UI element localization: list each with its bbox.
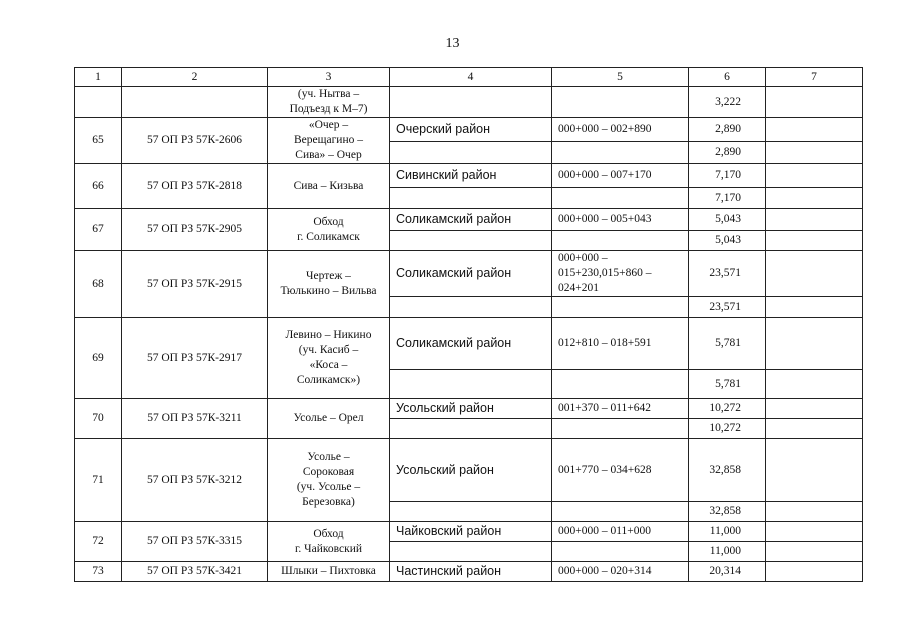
district-cell: Усольский район	[390, 439, 552, 502]
road-name-cell	[268, 209, 390, 251]
note-cell	[766, 370, 863, 399]
road-code-cell: 57 ОП РЗ 57К-2917	[122, 318, 268, 399]
district-cell	[390, 370, 552, 399]
km-cell	[552, 318, 689, 370]
length-cell: 5,043	[689, 209, 766, 231]
km-cell-line: 000+000 – 005+043	[558, 213, 652, 225]
table-row	[75, 522, 863, 542]
note-cell	[766, 188, 863, 209]
road-name-cell-line: «Коса –	[309, 359, 348, 371]
road-name-cell-line: Верещагино –	[294, 134, 363, 146]
km-cell	[552, 370, 689, 399]
note-cell	[766, 297, 863, 318]
km-cell-line: 001+370 – 011+642	[558, 402, 652, 414]
row-number-cell: 66	[75, 164, 122, 209]
total-length-cell: 32,858	[689, 502, 766, 522]
district-cell	[390, 502, 552, 522]
length-cell: 23,571	[689, 251, 766, 297]
row-number-cell: 71	[75, 439, 122, 522]
district-cell	[390, 188, 552, 209]
road-name-cell	[268, 439, 390, 522]
note-cell	[766, 419, 863, 439]
district-cell	[390, 542, 552, 562]
note-cell	[766, 231, 863, 251]
length-cell: 32,858	[689, 439, 766, 502]
length-cell: 20,314	[689, 562, 766, 582]
district-cell: Соликамский район	[390, 318, 552, 370]
header-row	[75, 68, 863, 87]
district-cell: Сивинский район	[390, 164, 552, 188]
road-name-cell	[268, 118, 390, 164]
length-cell: 10,272	[689, 399, 766, 419]
district-cell	[390, 419, 552, 439]
row-number-cell: 73	[75, 562, 122, 582]
road-name-cell-line: Чертеж –	[306, 270, 351, 282]
district-cell: Усольский район	[390, 399, 552, 419]
row-number-cell: 67	[75, 209, 122, 251]
road-name-cell	[268, 399, 390, 439]
column-header: 3	[268, 68, 390, 87]
row-number-cell: 68	[75, 251, 122, 318]
total-length-cell: 23,571	[689, 297, 766, 318]
road-name-cell	[268, 522, 390, 562]
note-cell	[766, 542, 863, 562]
road-name-cell	[268, 562, 390, 582]
road-name-cell-line: (уч. Нытва –	[297, 88, 360, 100]
road-code-cell: 57 ОП РЗ 57К-2818	[122, 164, 268, 209]
district-cell: Чайковский район	[390, 522, 552, 542]
road-code-cell: 57 ОП РЗ 57К-3421	[122, 562, 268, 582]
table-row	[75, 562, 863, 582]
road-register-table	[74, 67, 863, 582]
note-cell	[766, 209, 863, 231]
district-cell	[390, 297, 552, 318]
km-cell-line: 012+810 – 018+591	[558, 337, 652, 349]
column-header: 6	[689, 68, 766, 87]
district-cell: Частинский район	[390, 562, 552, 582]
note-cell	[766, 439, 863, 502]
km-cell	[552, 439, 689, 502]
road-code-cell	[122, 87, 268, 118]
length-cell: 5,781	[689, 318, 766, 370]
column-header: 7	[766, 68, 863, 87]
road-name-cell-line: Тюлькино – Вильва	[280, 285, 377, 297]
road-name-cell-line: Березовка)	[302, 496, 355, 508]
km-cell	[552, 188, 689, 209]
road-name-cell-line: Усолье – Орел	[293, 412, 364, 424]
table-row	[75, 209, 863, 231]
table-row	[75, 118, 863, 142]
km-cell	[552, 164, 689, 188]
page-number: 13	[445, 36, 460, 51]
length-cell: 7,170	[689, 164, 766, 188]
km-cell	[552, 118, 689, 142]
km-cell	[552, 542, 689, 562]
table-row	[75, 164, 863, 188]
total-length-cell: 11,000	[689, 542, 766, 562]
total-length-cell: 2,890	[689, 141, 766, 164]
road-code-cell: 57 ОП РЗ 57К-3211	[122, 399, 268, 439]
km-cell-line: 000+000 – 002+890	[558, 122, 652, 135]
table-row	[75, 318, 863, 370]
km-cell	[552, 297, 689, 318]
road-code-cell: 57 ОП РЗ 57К-3315	[122, 522, 268, 562]
column-header: 2	[122, 68, 268, 87]
km-cell	[552, 522, 689, 542]
district-cell	[390, 231, 552, 251]
km-cell	[552, 251, 689, 297]
road-name-cell-line: Обход	[313, 527, 344, 540]
total-length-cell: 10,272	[689, 419, 766, 439]
road-name-cell-line: г. Чайковский	[294, 542, 363, 555]
km-cell	[552, 141, 689, 164]
km-cell	[552, 502, 689, 522]
note-cell	[766, 251, 863, 297]
road-name-cell-line: (уч. Касиб –	[298, 344, 359, 356]
row-number-cell: 70	[75, 399, 122, 439]
length-cell: 3,222	[689, 87, 766, 118]
total-length-cell: 7,170	[689, 188, 766, 209]
note-cell	[766, 118, 863, 142]
km-cell-line: 000+000 – 007+170	[558, 169, 652, 181]
note-cell	[766, 87, 863, 118]
note-cell	[766, 399, 863, 419]
row-number-cell: 72	[75, 522, 122, 562]
road-name-cell	[268, 318, 390, 399]
road-name-cell-line: Усолье –	[307, 451, 350, 463]
length-cell: 2,890	[689, 118, 766, 142]
note-cell	[766, 502, 863, 522]
road-name-cell	[268, 87, 390, 118]
km-cell	[552, 399, 689, 419]
total-length-cell: 5,043	[689, 231, 766, 251]
road-name-cell-line: Сороковая	[302, 466, 355, 478]
row-number-cell: 69	[75, 318, 122, 399]
road-name-cell-line: Левино – Никино	[285, 329, 372, 341]
table-row	[75, 439, 863, 502]
row-number-cell	[75, 87, 122, 118]
road-name-cell-line: г. Соликамск	[297, 230, 360, 243]
road-name-cell-line: Шлыки – Пихтовка	[281, 565, 376, 577]
note-cell	[766, 164, 863, 188]
note-cell	[766, 562, 863, 582]
road-name-cell	[268, 164, 390, 209]
km-cell-line: 000+000 – 020+314	[558, 565, 652, 577]
road-name-cell-line: Сива – Кизьва	[293, 179, 364, 192]
table-row	[75, 87, 863, 118]
km-cell-line: 015+860 – 024+201	[558, 267, 652, 294]
column-header: 4	[390, 68, 552, 87]
road-name-cell-line: Обход	[313, 215, 344, 228]
road-name-cell-line: Соликамск»)	[296, 374, 361, 386]
road-name-cell-line: Сива» – Очер	[295, 149, 362, 161]
km-cell	[552, 209, 689, 231]
km-cell	[552, 562, 689, 582]
total-length-cell: 5,781	[689, 370, 766, 399]
district-cell: Соликамский район	[390, 209, 552, 231]
table-row	[75, 399, 863, 419]
note-cell	[766, 522, 863, 542]
district-cell: Соликамский район	[390, 251, 552, 297]
length-cell: 11,000	[689, 522, 766, 542]
column-header: 1	[75, 68, 122, 87]
table-row	[75, 251, 863, 297]
km-cell	[552, 419, 689, 439]
note-cell	[766, 141, 863, 164]
note-cell	[766, 318, 863, 370]
road-name-cell-line: (уч. Усолье –	[296, 481, 361, 493]
district-cell	[390, 141, 552, 164]
row-number-cell: 65	[75, 118, 122, 164]
road-code-cell: 57 ОП РЗ 57К-2606	[122, 118, 268, 164]
district-cell: Очерский район	[390, 118, 552, 142]
road-code-cell: 57 ОП РЗ 57К-2905	[122, 209, 268, 251]
road-code-cell: 57 ОП РЗ 57К-2915	[122, 251, 268, 318]
road-name-cell-line: Подъезд к М–7)	[289, 103, 368, 115]
km-cell	[552, 87, 689, 118]
district-cell	[390, 87, 552, 118]
road-code-cell: 57 ОП РЗ 57К-3212	[122, 439, 268, 522]
km-cell	[552, 231, 689, 251]
km-cell-line: 000+000 – 011+000	[558, 525, 652, 537]
road-name-cell-line: «Очер –	[308, 119, 349, 131]
column-header: 5	[552, 68, 689, 87]
km-cell-line: 001+770 – 034+628	[558, 463, 652, 476]
road-name-cell	[268, 251, 390, 318]
km-cell-line: 000+000 – 015+230,	[558, 252, 608, 279]
